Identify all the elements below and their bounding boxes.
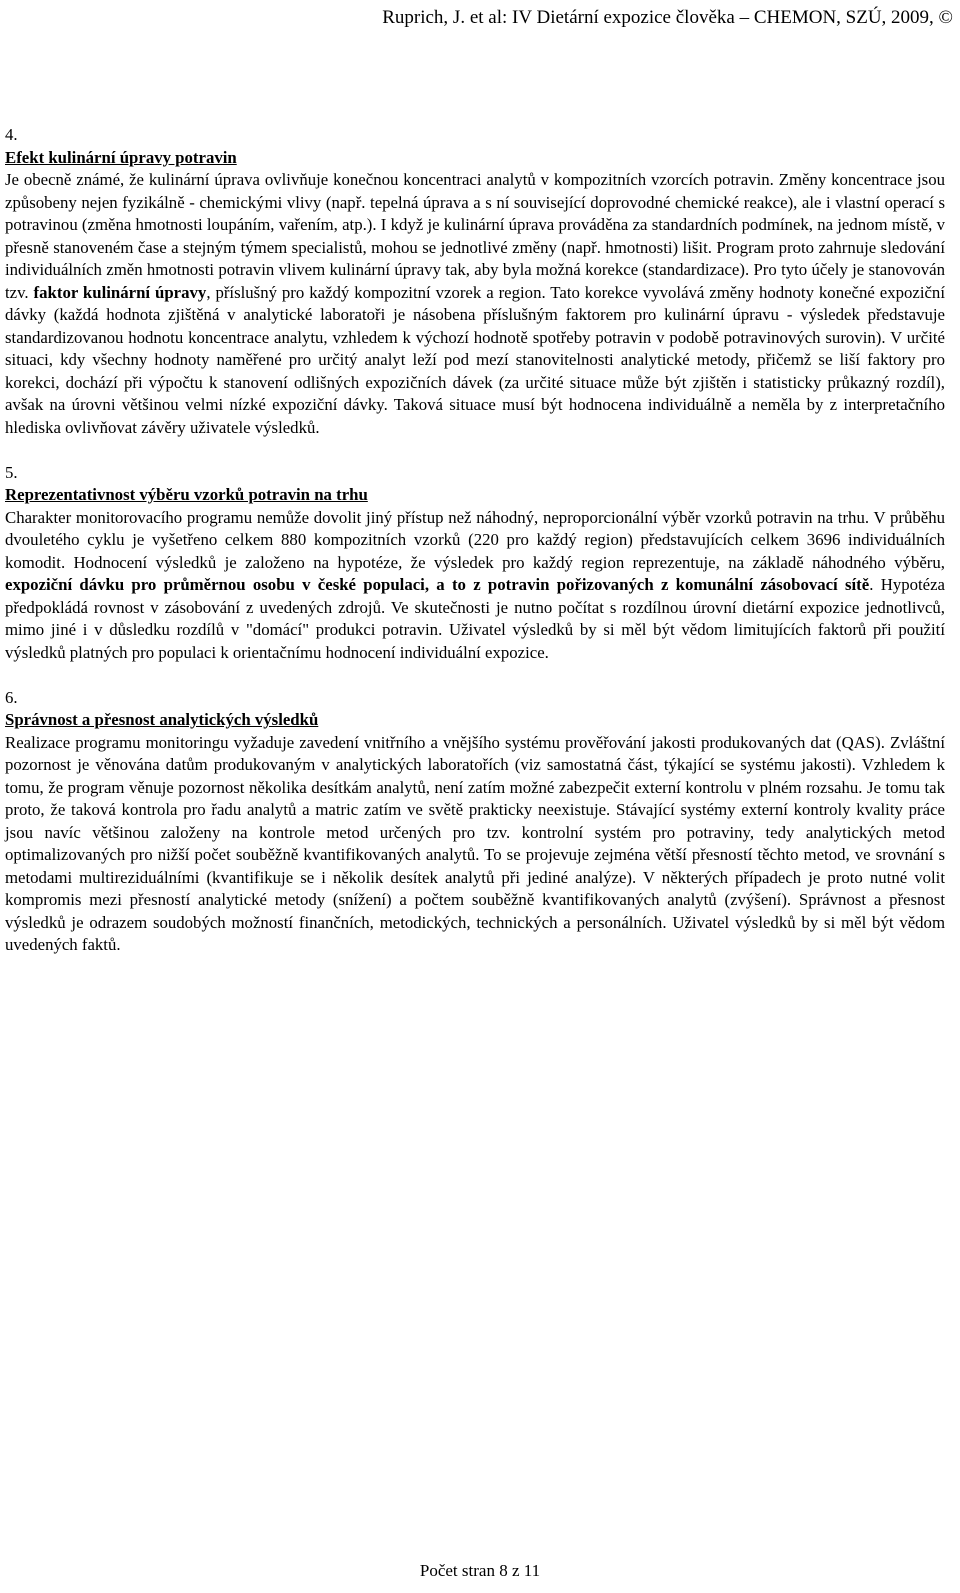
bold-text-run: expoziční dávku pro průměrnou osobu v české populaci, a to z potravin pořizovaných z komunální zásobovací sítě (5, 575, 870, 594)
section-paragraph (5, 732, 945, 957)
section-title: Efekt kulinární úpravy potravin (5, 147, 237, 167)
section-paragraph (5, 169, 945, 439)
section-number: 4. (5, 125, 18, 144)
paragraph-spacer (5, 664, 945, 687)
section-title: Správnost a přesnost analytických výsledků (5, 710, 319, 729)
section-paragraph (5, 507, 945, 665)
section-number: 6. (5, 687, 18, 707)
text-run: . Hypotéza předpokládá rovnost v zásobování z uvedených zdrojů. Ve skutečnosti je nutno počítat s rozdílnou úrovní dietární expozice jednotlivců, mimo jiné i v důsledku rozdílů v "domácí" produkci potravin. Uživatel výsledků by si měl být vědom limitujících faktorů při použití výsledků platných pro populaci k orientačnímu hodnocení individuální expozice. (5, 575, 945, 662)
running-header: Ruprich, J. et al: IV Dietární expozice člověka – CHEMON, SZÚ, 2009, © (382, 7, 953, 28)
text-run: Je obecně známé, že kulinární úprava ovlivňuje konečnou koncentraci analytů v kompozitních vzorcích potravin. Změny koncentrace jsou způsobeny nejen fyzikálně - chemickými vlivy (např. tepelná úprava a s ní související doprovodné chemické reakce), ale i vlastní operací s potravinou (změna hmotnosti loupáním, vařením, atp.). I když je kulinární úprava prováděna za standardních podmínek, na jednom místě, v přesně stanoveném čase a stejným týmem specialistů, mohou se jednotlivé změny (např. hmotnosti) lišit. Program proto zahrnuje sledování individuálních změn hmotnosti potravin vlivem kulinární úpravy tak, aby byla možná korekce (standardizace). Pro tyto účely je stanovován tzv. (5, 170, 945, 302)
section-5 (5, 462, 945, 665)
text-run: Realizace programu monitoringu vyžaduje zavedení vnitřního a vnějšího systému prověřování jakosti produkovaných dat (QAS). Zvláštní pozornost je věnována datům produkovaným v analytických laboratořích (viz samostatná část, týkající se systému jakosti). Vzhledem k tomu, že program věnuje pozornost několika desítkám analytů, není zatím možné zabezpečit externí kontrolu v plném rozsahu. Je tomu tak proto, že taková kontrola pro řadu analytů a matric zatím ve světě prakticky neexistuje. Stávající systémy externí kontroly kvality práce jsou navíc většinou založeny na kontrole metod určených pro tzv. kontrolní systém pro potraviny, tedy analytických metod optimalizovaných pro nižší počet souběžně kvantifikovaných analytů. To se projevuje zejména větší přesností těchto metod, ve srovnání s metodami multireziduálními (kvantifikuje se i několik desítek analytů při jediné analýze). V některých případech je proto nutné volit kompromis mezi přesností analytické metody (snížení) a počtem souběžně kvantifikovaných analytů (zvýšení). Správnost a přesnost výsledků je odrazem soudobých možností finančních, metodických, technických a personálních. Uživatel výsledků by si měl být vědom uvedených faktů. (5, 732, 945, 954)
section-4 (5, 124, 945, 439)
bold-text-run: faktor kulinární úpravy (33, 282, 207, 302)
text-run: , příslušný pro každý kompozitní vzorek a region. Tato korekce vyvolává změny hodnoty konečné expoziční dávky (každá hodnota zjištěná v analytické laboratoři je násobena příslušným faktorem pro kulinární úpravu - výsledek představuje standardizovanou hodnotu koncentrace analytu, vzhledem k výchozí hodnotě spotřeby potravin v podobě potravinových surovin). V určité situaci, kdy všechny hodnoty naměřené pro určitý analyt leží pod mezí stanovitelnosti analytické metody, přičemž se liší faktory pro korekci, dochází při výpočtu k stanovení odlišných expozičních dávek (za určité situace může být zjištěn i statisticky průkazný rozdíl), avšak na úrovni většinou velmi nízké expoziční dávky. Taková situace musí být hodnocena individuálně a neměla by z interpretačního hlediska ovlivňovat závěry uživatele výsledků. (5, 282, 945, 437)
section-6 (5, 687, 945, 957)
section-number: 5. (5, 462, 18, 482)
text-run: Charakter monitorovacího programu nemůže dovolit jiný přístup než náhodný, neproporcionální výběr vzorků potravin na trhu. V průběhu dvouletého cyklu je vyšetřeno celkem 880 kompozitních vzorků (220 pro každý region) představujících celkem 3696 individuálních komodit. Hodnocení výsledků je založeno na hypotéze, že výsledek pro každý region reprezentuje, na základě náhodného výběru, (5, 507, 945, 572)
page-content (5, 124, 945, 957)
paragraph-spacer (5, 439, 945, 462)
page-counter: Počet stran 8 z 11 (419, 1561, 541, 1580)
section-title: Reprezentativnost výběru vzorků potravin na trhu (5, 485, 368, 504)
